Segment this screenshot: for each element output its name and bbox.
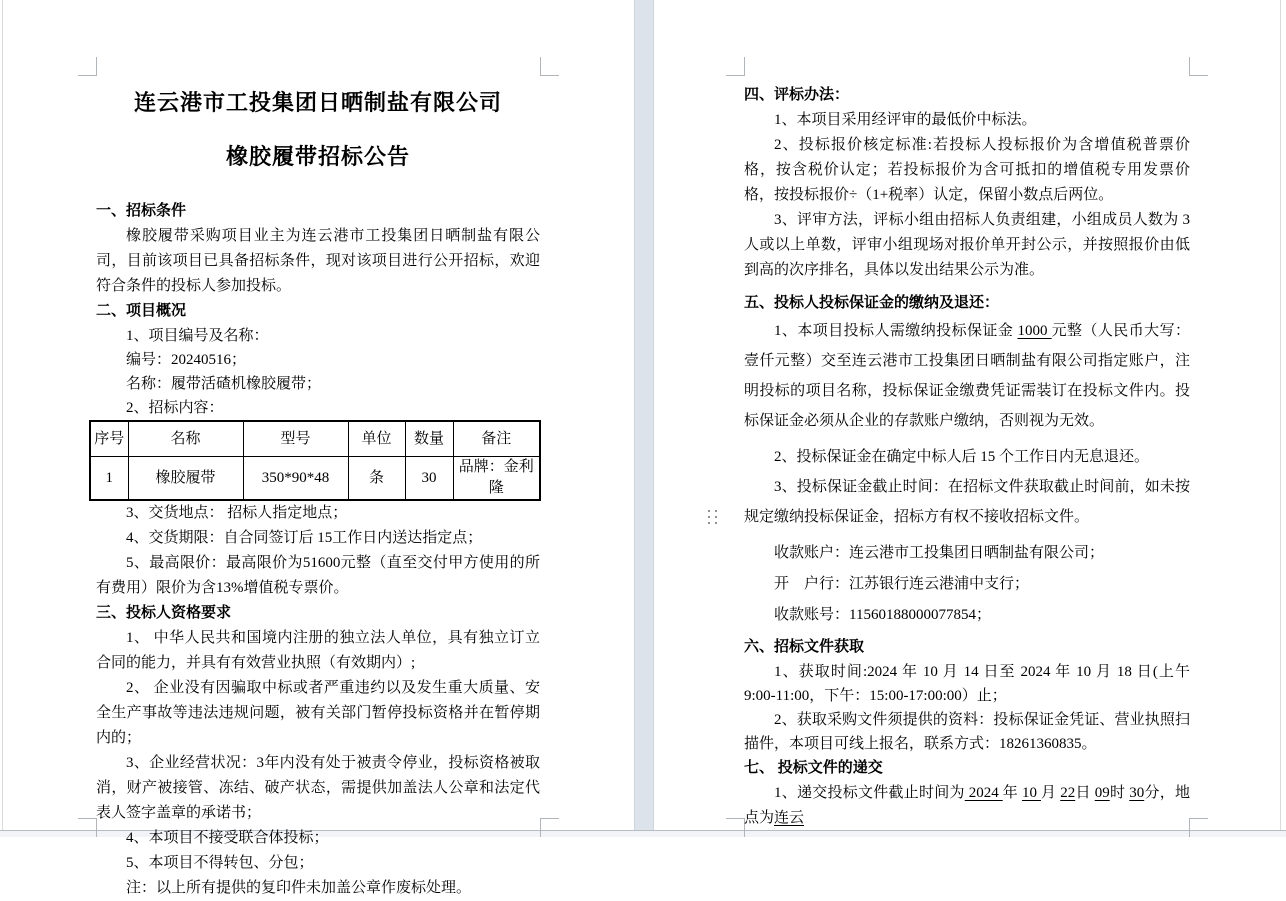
page-gap — [634, 0, 654, 831]
para-deposit-3: 3、投标保证金截止时间：在招标文件获取截止时间前，如未按规定缴纳投标保证金，招标方有权不接收招标文件。 — [744, 479, 1190, 525]
col-header-unit: 单位 — [348, 421, 405, 457]
margin-mark-p1-top-left — [78, 57, 97, 76]
para-deposit-2: 2、投标保证金在确定中标人后 15 个工作日内无息退还。 — [774, 449, 1150, 465]
para-qualification-5: 5、本项目不得转包、分包； — [126, 855, 314, 871]
document-title-line1: 连云港市工投集团日晒制盐有限公司 — [133, 90, 502, 115]
col-header-note: 备注 — [453, 421, 540, 457]
para-eval-3: 3、评审方法，评标小组由招标人负责组建，小组成员人数为 3 人或以上单数，评审小组现场对报价单开封公示，并按照报价由低到高的次序排名，具体以发出结果公示为准。 — [744, 212, 1190, 278]
submit-hour: 09 — [1094, 785, 1110, 801]
para-deposit-1 — [744, 316, 1190, 436]
section-7-heading: 七、 投标文件的递交 — [744, 760, 883, 776]
submit-month: 10 — [1021, 785, 1041, 801]
col-header-name: 名称 — [128, 421, 243, 457]
margin-mark-p1-bottom-left — [78, 818, 97, 837]
submit-text-place-label: 分，地点为 — [744, 785, 1190, 826]
submit-text-pre: 1、递交投标文件截止时间为 — [774, 785, 965, 801]
table-row — [90, 457, 540, 501]
para-delivery-term: 4、交货期限：自合同签订后 15工作日内送达指定点； — [126, 530, 483, 546]
col-header-seq: 序号 — [90, 421, 128, 457]
section-1-heading: 一、招标条件 — [96, 203, 187, 219]
submit-text-year-unit: 年 — [1002, 785, 1022, 801]
margin-mark-p2-bottom-right — [1189, 818, 1208, 837]
para-qualification-1: 1、 中华人民共和国境内注册的独立法人单位，具有独立订立合同的能力，并具有有效营业执照（有效期内）; — [96, 630, 540, 671]
margin-mark-p1-top-right — [540, 57, 559, 76]
para-delivery-place: 3、交货地点： 招标人指定地点； — [126, 505, 348, 521]
deposit-amount: 1000 — [1017, 323, 1052, 339]
para-eval-1: 1、本项目采用经评审的最低价中标法。 — [774, 112, 1037, 128]
col-header-qty: 数量 — [405, 421, 453, 457]
document-title-line2: 橡胶履带招标公告 — [225, 144, 410, 169]
section-3-heading: 三、投标人资格要求 — [96, 605, 232, 621]
para-qualification-3: 3、企业经营状况：3年内没有处于被责令停业，投标资格被取消，财产被接管、冻结、破产状态，需提供加盖法人公章和法定代表人签字盖章的承诺书； — [96, 755, 540, 821]
para-obtain-1: 1、获取时间:2024 年 10 月 14 日至 2024 年 10 月 18 日(上午 9:00-11:00，下午：15:00-17:00:00）止； — [744, 664, 1190, 704]
para-max-price: 5、最高限价：最高限价为51600元整（直至交付甲方使用的所有费用）限价为含13%增值税专票价。 — [96, 555, 540, 596]
para-project-code: 编号：20240516； — [126, 352, 247, 368]
submit-year: 2024 — [964, 785, 1003, 801]
submit-minute: 30 — [1129, 785, 1145, 801]
section-4-heading: 四、评标办法： — [744, 87, 850, 103]
cell-name: 橡胶履带 — [128, 457, 243, 501]
para-qualification-note: 注：以上所有提供的复印件未加盖公章作废标处理。 — [126, 880, 472, 896]
submit-text-month-unit: 月 — [1040, 785, 1061, 801]
para-project-name: 名称：履带活碴机橡胶履带； — [126, 376, 322, 392]
section-6-heading: 六、招标文件获取 — [744, 639, 865, 655]
cell-unit: 条 — [348, 457, 405, 501]
para-account-no: 收款账号：11560188000077854； — [774, 607, 991, 623]
para-submit-deadline — [744, 781, 1190, 831]
table-header-row — [90, 421, 540, 457]
page-1 — [96, 75, 540, 901]
submit-text-hour-unit: 时 — [1109, 785, 1130, 801]
para-qualification-4: 4、本项目不接受联合体投标； — [126, 830, 329, 846]
para-project-number-label: 1、项目编号及名称： — [126, 328, 269, 344]
section-2-heading: 二、项目概况 — [96, 303, 187, 319]
submit-place: 连云 — [774, 810, 805, 826]
para-content-label: 2、招标内容： — [126, 400, 224, 416]
margin-mark-p2-bottom-left — [726, 818, 745, 837]
page-2 — [744, 75, 1190, 831]
para-bank: 开 户行：江苏银行连云港浦中支行； — [774, 576, 1030, 592]
bid-items-table — [89, 420, 541, 501]
cell-note: 品牌：金利隆 — [453, 457, 540, 501]
cell-model: 350*90*48 — [243, 457, 348, 501]
submit-text-day-unit: 日 — [1075, 785, 1095, 801]
page-right-edge — [1280, 0, 1281, 830]
para-account-name: 收款账户：连云港市工投集团日晒制盐有限公司； — [774, 545, 1105, 561]
col-header-model: 型号 — [243, 421, 348, 457]
page-left-edge — [2, 0, 3, 830]
deposit-text-pre: 1、本项目投标人需缴纳投标保证金 — [774, 323, 1018, 339]
margin-mark-p2-top-left — [726, 57, 745, 76]
margin-mark-p1-bottom-right — [540, 818, 559, 837]
section-5-heading: 五、投标人投标保证金的缴纳及退还： — [744, 295, 1000, 311]
cell-qty: 30 — [405, 457, 453, 501]
para-qualification-2: 2、 企业没有因骗取中标或者严重违约以及发生重大质量、安全生产事故等违法违规问题，被有关部门暂停投标资格并在暂停期内的； — [96, 680, 540, 746]
para-eval-2: 2、投标报价核定标准:若投标人投标报价为含增值税普票价格，按含税价认定；若投标报价为含可抵扣的增值税专用发票价格，按投标报价÷（1+税率）认定，保留小数点后两位。 — [744, 137, 1190, 203]
deposit-text-post: 元整（人民币大写：壹仟元整）交至连云港市工投集团日晒制盐有限公司指定账户，注明投标的项目名称，投标保证金缴费凭证需装订在投标文件内。投标保证金必须从企业的存款账户缴纳，否则视为无效。 — [744, 323, 1190, 429]
submit-day: 22 — [1060, 785, 1076, 801]
section-1-paragraph: 橡胶履带采购项目业主为连云港市工投集团日晒制盐有限公司，目前该项目已具备招标条件，现对该项目进行公开招标，欢迎符合条件的投标人参加投标。 — [96, 228, 540, 294]
margin-mark-p2-top-right — [1189, 57, 1208, 76]
para-obtain-2: 2、获取采购文件须提供的资料：投标保证金凭证、营业执照扫描件，本项目可线上报名，联系方式：18261360835。 — [744, 712, 1190, 752]
cell-seq: 1 — [90, 457, 128, 501]
paragraph-drag-handle-icon[interactable] — [708, 510, 720, 527]
